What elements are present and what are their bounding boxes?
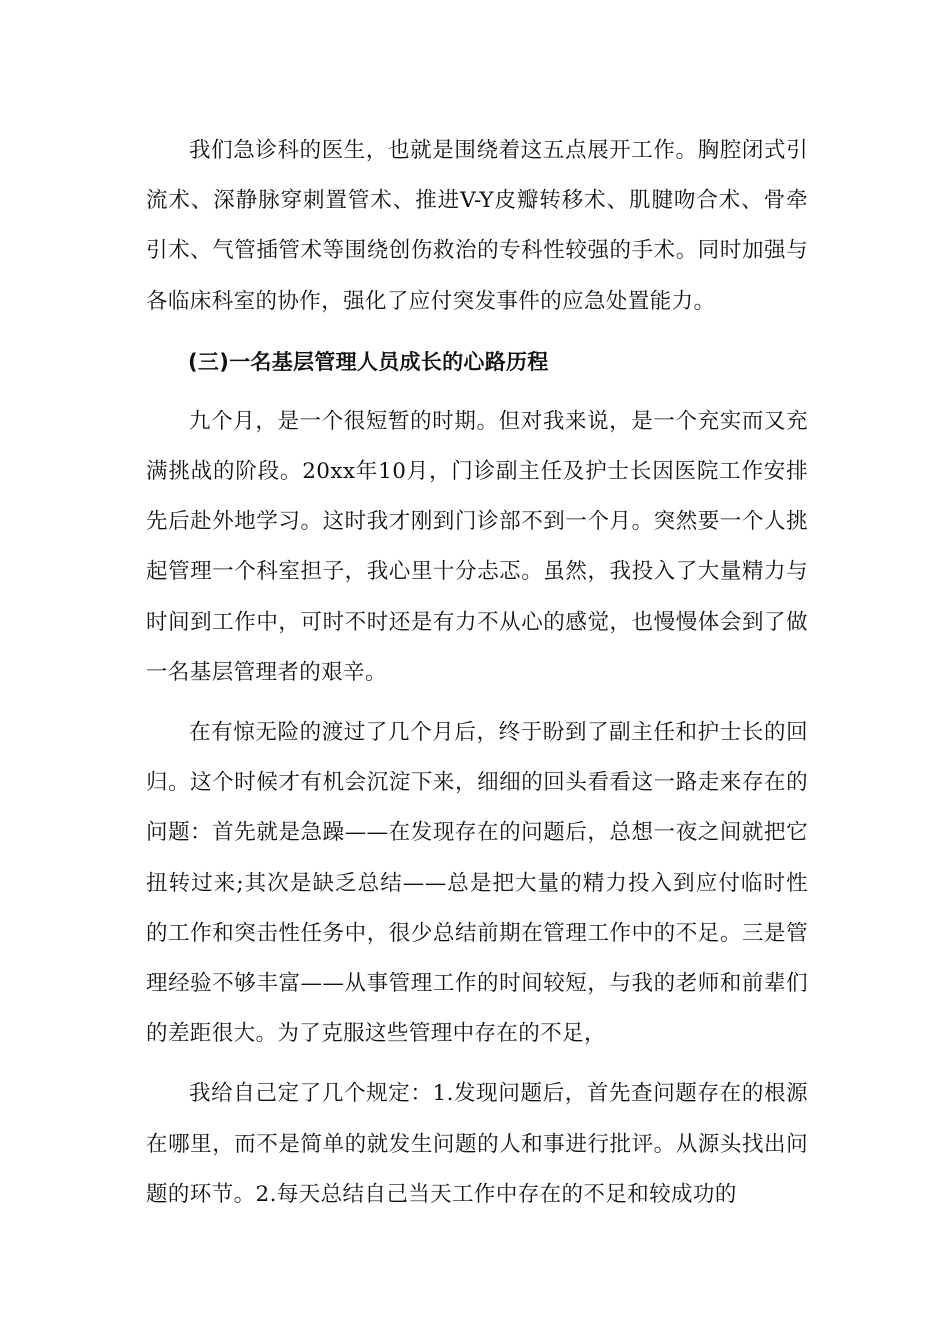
document-body	[146, 126, 808, 1220]
paragraph-problems: 在有惊无险的渡过了几个月后，终于盼到了副主任和护士长的回归。这个时候才有机会沉淀下来，细细的回头看看这一路走来存在的问题：首先就是急躁——在发现存在的问题后，总想一夜之间就把它扭转过来;其次是缺乏总结——总是把大量的精力投入到应付临时性的工作和突击性任务中，很少总结前期在管理工作中的不足。三是管理经验不够丰富——从事管理工作的时间较短，与我的老师和前辈们的差距很大。为了克服这些管理中存在的不足，	[146, 720, 808, 1047]
paragraph-rules: 我给自己定了几个规定：1.发现问题后，首先查问题存在的根源在哪里，而不是简单的就发生问题的人和事进行批评。从源头找出问题的环节。2.每天总结自己当天工作中存在的不足和较成功的	[146, 1081, 808, 1207]
paragraph-nine-months: 九个月，是一个很短暂的时期。但对我来说，是一个充实而又充满挑战的阶段。20xx年10月，门诊副主任及护士长因医院工作安排先后赴外地学习。这时我才刚到门诊部不到一个月。突然要一个人挑起管理一个科室担子，我心里十分忐忑。虽然，我投入了大量精力与时间到工作中，可时不时还是有力不从心的感觉，也慢慢体会到了做一名基层管理者的艰辛。	[146, 408, 808, 685]
section-heading: (三)一名基层管理人员成长的心路历程	[188, 349, 549, 374]
paragraph-emergency-work: 我们急诊科的医生，也就是围绕着这五点展开工作。胸腔闭式引流术、深静脉穿刺置管术、推进V-Y皮瓣转移术、肌腱吻合术、骨牵引术、气管插管术等围绕创伤救治的专科性较强的手术。同时加强与各临床科室的协作，强化了应付突发事件的应急处置能力。	[146, 138, 808, 314]
